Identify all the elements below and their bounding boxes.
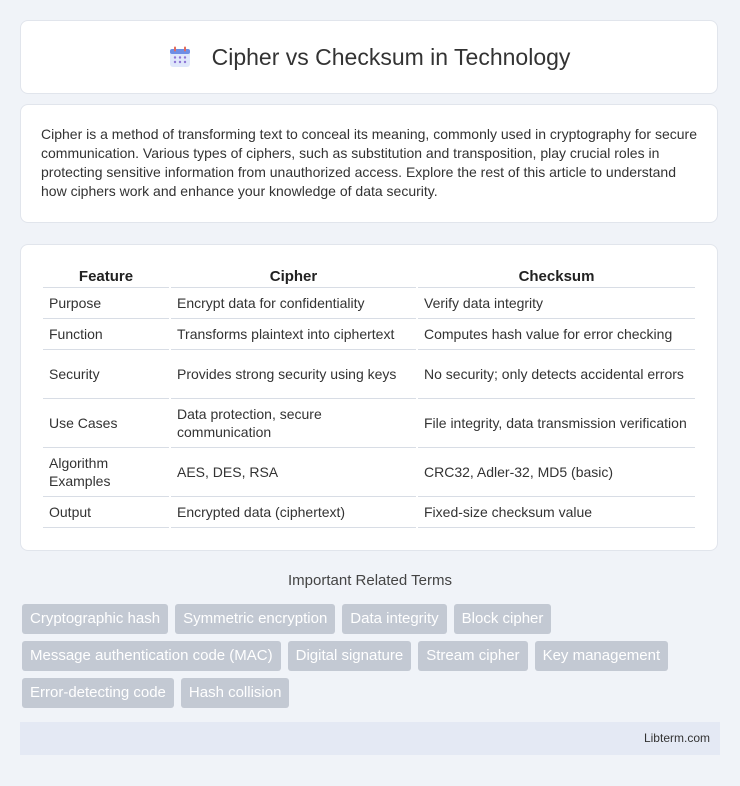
tag-data-integrity[interactable]: Data integrity (342, 604, 446, 634)
calendar-icon (168, 45, 192, 69)
tag-key-management[interactable]: Key management (535, 641, 669, 671)
tag-stream-cipher[interactable]: Stream cipher (418, 641, 527, 671)
table-cell: Output (43, 497, 169, 528)
tag-hash-collision[interactable]: Hash collision (181, 678, 290, 708)
table-cell: Use Cases (43, 399, 169, 448)
table-cell: File integrity, data transmission verification (418, 399, 695, 448)
table-cell: Algorithm Examples (43, 448, 169, 497)
header-feature: Feature (43, 265, 169, 288)
footer (20, 722, 720, 755)
footer-site-link[interactable]: Libterm.com (643, 731, 710, 745)
comparison-table-card (20, 244, 718, 551)
header-cipher: Cipher (171, 265, 416, 288)
table-cell: Purpose (43, 288, 169, 319)
tag-block-cipher[interactable]: Block cipher (454, 604, 552, 634)
table-cell: No security; only detects accidental errors (418, 350, 695, 399)
tag-digital-signature[interactable]: Digital signature (288, 641, 412, 671)
tag-error-detecting-code[interactable]: Error-detecting code (22, 678, 174, 708)
tag-message-authentication-code[interactable]: Message authentication code (MAC) (22, 641, 281, 671)
table-cell: AES, DES, RSA (171, 448, 416, 497)
intro-text: Cipher is a method of transforming text to conceal its meaning, commonly used in cryptography for secure communication. Various types of ciphers, such as substitution and transposition, play crucial roles in protecting sensitive information from unauthorized access. Explore the rest of this article to understand how ciphers work and enhance your knowledge of data security. (41, 126, 697, 199)
table-row (43, 288, 695, 319)
table-cell: Encrypt data for confidentiality (171, 288, 416, 319)
related-terms-tags (22, 604, 722, 708)
table-cell: Data protection, secure communication (171, 399, 416, 448)
tag-symmetric-encryption[interactable]: Symmetric encryption (175, 604, 335, 634)
table-cell: Function (43, 319, 169, 350)
header-checksum: Checksum (418, 265, 695, 288)
table-row (43, 319, 695, 350)
table-row (43, 497, 695, 528)
table-cell: Transforms plaintext into ciphertext (171, 319, 416, 350)
table-cell: Verify data integrity (418, 288, 695, 319)
table-cell: Encrypted data (ciphertext) (171, 497, 416, 528)
header-card (20, 20, 718, 94)
comparison-table (41, 265, 697, 528)
related-terms-title: Important Related Terms (288, 572, 452, 589)
page-title: Cipher vs Checksum in Technology (211, 43, 571, 70)
table-cell: Fixed-size checksum value (418, 497, 695, 528)
table-cell: Computes hash value for error checking (418, 319, 695, 350)
intro-card (20, 104, 718, 223)
table-row (43, 399, 695, 448)
table-row (43, 448, 695, 497)
table-cell: CRC32, Adler-32, MD5 (basic) (418, 448, 695, 497)
table-cell: Security (43, 350, 169, 399)
table-row (43, 350, 695, 399)
table-cell: Provides strong security using keys (171, 350, 416, 399)
table-header-row (43, 265, 695, 288)
tag-cryptographic-hash[interactable]: Cryptographic hash (22, 604, 168, 634)
